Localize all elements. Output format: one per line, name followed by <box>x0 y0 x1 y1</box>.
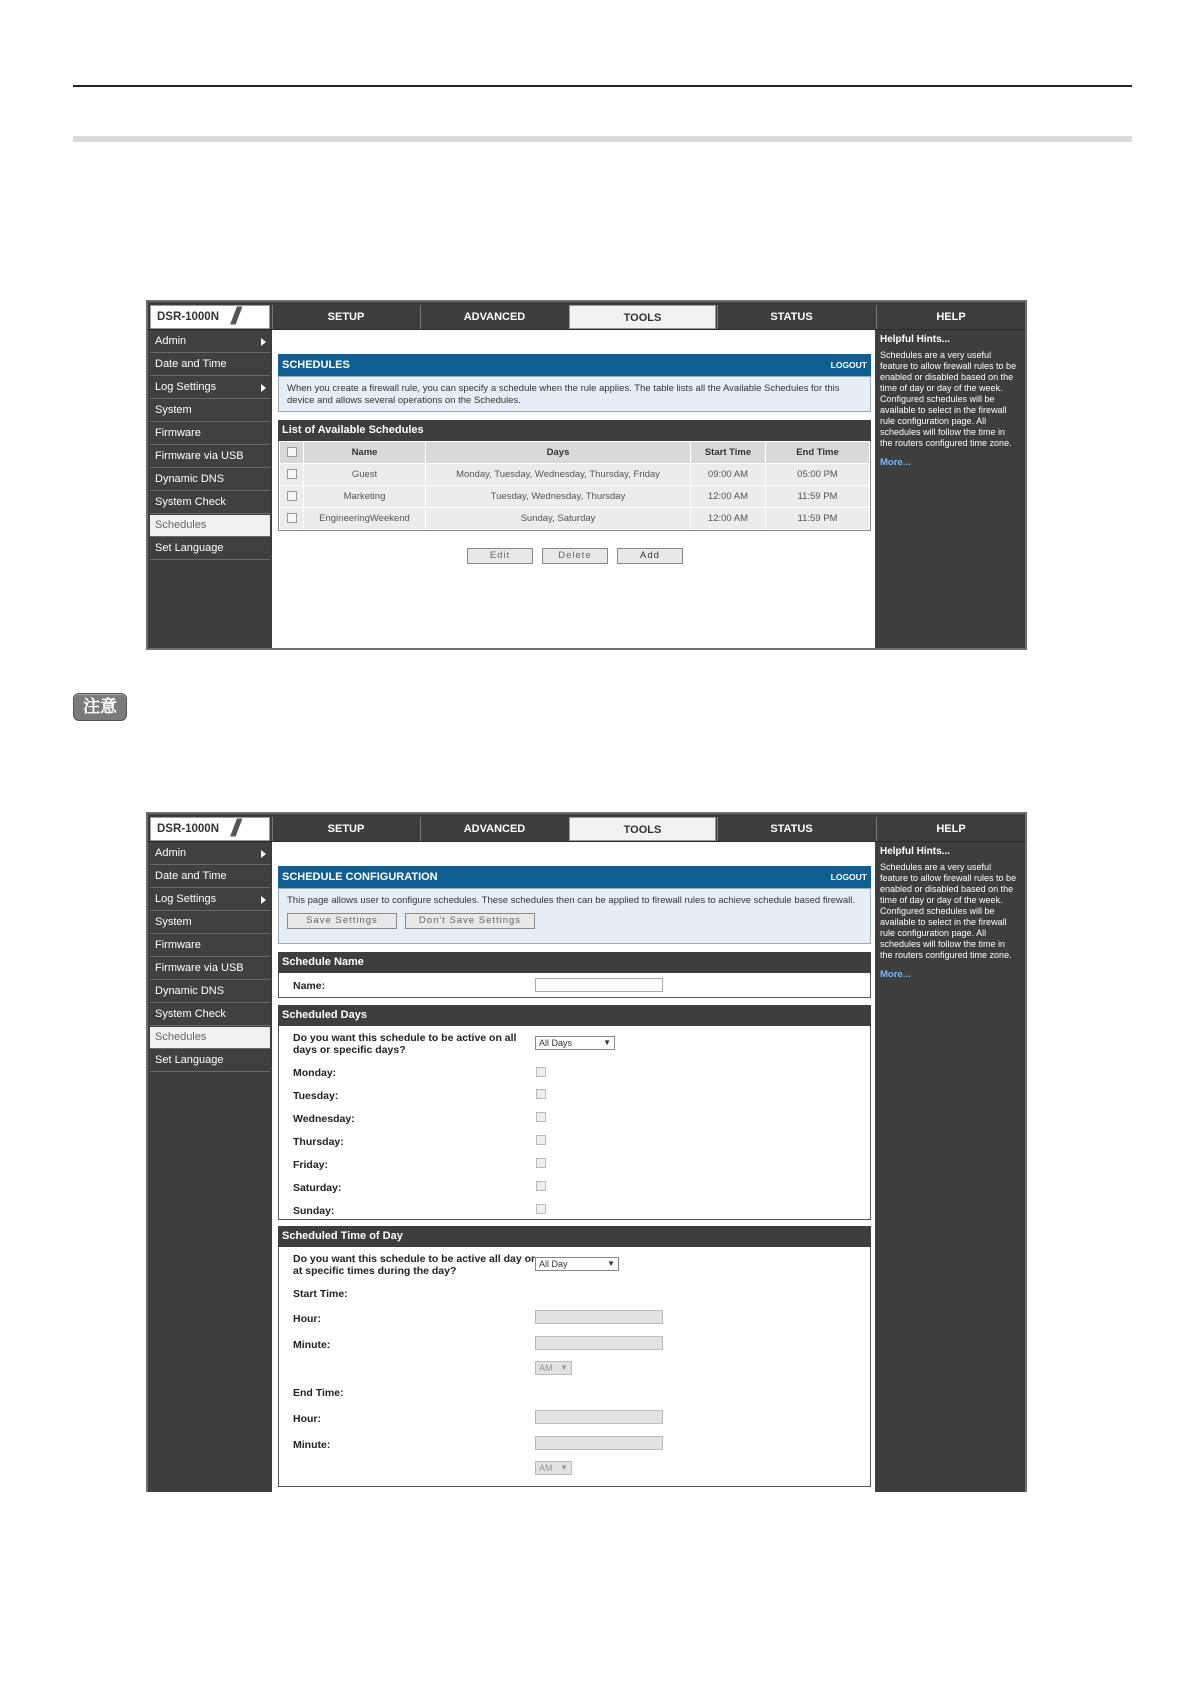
dropdown-arrow-icon: ▼ <box>560 1463 568 1472</box>
chevron-right-icon <box>261 338 266 346</box>
tab-tools[interactable]: TOOLS <box>569 305 716 329</box>
sidebar-item-firmware-usb[interactable]: Firmware via USB <box>150 446 270 468</box>
days-question: Do you want this schedule to be active on all days or specific days? <box>293 1032 517 1056</box>
help-body: Schedules are a very useful feature to allow firewall rules to be enabled or disabled based on the time of day or day of the week. Configured schedules will be available to select in the firewall rule configuration page. All schedules will follow the time in the routers configured time zone. <box>880 862 1017 960</box>
sidebar-item-firmware[interactable]: Firmware <box>150 423 270 445</box>
end-minute-input[interactable] <box>535 1436 663 1450</box>
dropdown-arrow-icon: ▼ <box>603 1038 611 1047</box>
top-nav <box>148 814 1025 842</box>
column-header: Days <box>426 442 691 464</box>
help-title: Helpful Hints... <box>880 334 950 345</box>
sidebar-item-system[interactable]: System <box>150 400 270 422</box>
time-question: Do you want this schedule to be active all day or at specific times during the day? <box>293 1253 536 1277</box>
help-panel <box>875 842 1025 1492</box>
sidebar-item-log-settings[interactable]: Log Settings <box>150 377 270 399</box>
sidebar-item-date-time[interactable]: Date and Time <box>150 354 270 376</box>
chevron-right-icon <box>261 384 266 392</box>
dropdown-arrow-icon: ▼ <box>560 1363 568 1372</box>
help-panel <box>875 330 1025 648</box>
help-more-link[interactable]: More... <box>880 457 911 468</box>
end-time-label: End Time: <box>293 1387 344 1399</box>
tuesday-checkbox[interactable] <box>536 1089 546 1099</box>
edit-button[interactable]: Edit <box>467 548 533 564</box>
section-title: Scheduled Time of Day <box>278 1226 871 1247</box>
start-hour-label: Hour: <box>293 1313 321 1325</box>
list-title: List of Available Schedules <box>278 420 871 441</box>
product-logo: DSR-1000N // <box>150 817 270 841</box>
table-row[interactable]: EngineeringWeekend Sunday, Saturday 12:00 AM 11:59 PM <box>280 508 870 530</box>
sidebar-item-system-check[interactable]: System Check <box>150 1004 270 1026</box>
top-nav <box>148 302 1025 330</box>
tab-advanced[interactable]: ADVANCED <box>420 305 568 329</box>
start-ampm-select[interactable]: AM ▼ <box>535 1361 572 1375</box>
column-header: Name <box>304 442 426 464</box>
dropdown-arrow-icon: ▼ <box>607 1259 615 1268</box>
day-label: Sunday: <box>293 1205 335 1217</box>
day-label: Wednesday: <box>293 1113 355 1125</box>
day-label: Tuesday: <box>293 1090 339 1102</box>
delete-button[interactable]: Delete <box>542 548 608 564</box>
sidebar-item-set-language[interactable]: Set Language <box>150 1050 270 1072</box>
column-header: End Time <box>766 442 870 464</box>
start-minute-label: Minute: <box>293 1339 331 1351</box>
top-rule <box>73 85 1132 87</box>
main-content <box>272 330 875 648</box>
tab-help[interactable]: HELP <box>876 305 1025 329</box>
table-row[interactable]: Guest Monday, Tuesday, Wednesday, Thursday, Friday 09:00 AM 05:00 PM <box>280 464 870 486</box>
product-logo: DSR-1000N // <box>150 305 270 329</box>
sidebar-item-admin[interactable]: Admin <box>150 843 270 865</box>
chevron-right-icon <box>261 850 266 858</box>
sidebar-item-system-check[interactable]: System Check <box>150 492 270 514</box>
scheduled-time-section <box>278 1226 871 1487</box>
start-hour-input[interactable] <box>535 1310 663 1324</box>
logout-link[interactable]: LOGOUT <box>830 360 867 370</box>
page-description: When you create a firewall rule, you can specify a schedule when the rule applies. The table lists all the Available Schedules for this device and allows several operations on the Schedules. <box>278 376 871 412</box>
sidebar-item-admin[interactable]: Admin <box>150 331 270 353</box>
page-description: This page allows user to configure schedules. These schedules then can be applied to firewall rules to achieve schedule based firewall. <box>287 895 856 906</box>
tab-advanced[interactable]: ADVANCED <box>420 817 568 841</box>
sidebar-item-firmware[interactable]: Firmware <box>150 935 270 957</box>
page-title: SCHEDULE CONFIGURATION <box>282 871 438 883</box>
sidebar-item-dynamic-dns[interactable]: Dynamic DNS <box>150 981 270 1003</box>
time-select[interactable]: All Day ▼ <box>535 1257 619 1271</box>
sidebar-item-set-language[interactable]: Set Language <box>150 538 270 560</box>
note-badge: 注意 <box>73 693 127 721</box>
add-button[interactable]: Add <box>617 548 683 564</box>
end-hour-input[interactable] <box>535 1410 663 1424</box>
thursday-checkbox[interactable] <box>536 1135 546 1145</box>
end-ampm-select[interactable]: AM ▼ <box>535 1461 572 1475</box>
day-label: Saturday: <box>293 1182 342 1194</box>
main-content <box>272 842 875 1492</box>
help-body: Schedules are a very useful feature to allow firewall rules to be enabled or disabled based on the time of day or day of the week. Configured schedules will be available to select in the firewall rule configuration page. All schedules will follow the time in the routers configured time zone. <box>880 350 1017 448</box>
monday-checkbox[interactable] <box>536 1067 546 1077</box>
help-more-link[interactable]: More... <box>880 969 911 980</box>
sidebar <box>148 842 272 1492</box>
section-title: Schedule Name <box>278 952 871 973</box>
tab-setup[interactable]: SETUP <box>272 817 419 841</box>
sidebar-item-dynamic-dns[interactable]: Dynamic DNS <box>150 469 270 491</box>
schedule-name-section <box>278 952 871 998</box>
sidebar-item-schedules[interactable]: Schedules <box>150 1027 270 1049</box>
save-settings-button[interactable]: Save Settings <box>287 913 397 929</box>
start-minute-input[interactable] <box>535 1336 663 1350</box>
section-title: Scheduled Days <box>278 1005 871 1026</box>
day-label: Monday: <box>293 1067 337 1079</box>
friday-checkbox[interactable] <box>536 1158 546 1168</box>
tab-status[interactable]: STATUS <box>717 817 865 841</box>
row-checkbox[interactable] <box>287 491 297 501</box>
help-title: Helpful Hints... <box>880 846 950 857</box>
tab-status[interactable]: STATUS <box>717 305 865 329</box>
page-title: SCHEDULES <box>282 359 350 371</box>
saturday-checkbox[interactable] <box>536 1181 546 1191</box>
sidebar-item-log-settings[interactable]: Log Settings <box>150 889 270 911</box>
scheduled-days-section <box>278 1005 871 1220</box>
sidebar-item-schedules[interactable]: Schedules <box>150 515 270 537</box>
schedules-list <box>278 420 871 531</box>
sidebar-item-system[interactable]: System <box>150 912 270 934</box>
table-row[interactable]: Marketing Tuesday, Wednesday, Thursday 12:00 AM 11:59 PM <box>280 486 870 508</box>
tab-tools[interactable]: TOOLS <box>569 817 716 841</box>
wednesday-checkbox[interactable] <box>536 1112 546 1122</box>
day-label: Thursday: <box>293 1136 344 1148</box>
chevron-right-icon <box>261 896 266 904</box>
end-hour-label: Hour: <box>293 1413 321 1425</box>
end-minute-label: Minute: <box>293 1439 331 1451</box>
row-checkbox[interactable] <box>287 513 297 523</box>
sidebar <box>148 330 272 648</box>
dont-save-settings-button[interactable]: Don't Save Settings <box>405 913 535 929</box>
row-checkbox[interactable] <box>287 469 297 479</box>
tab-setup[interactable]: SETUP <box>272 305 419 329</box>
start-time-label: Start Time: <box>293 1288 348 1300</box>
select-all-checkbox[interactable] <box>287 447 297 457</box>
days-select[interactable]: All Days ▼ <box>535 1036 615 1050</box>
logout-link[interactable]: LOGOUT <box>830 872 867 882</box>
name-label: Name: <box>293 980 326 992</box>
column-header: Start Time <box>691 442 766 464</box>
sidebar-item-firmware-usb[interactable]: Firmware via USB <box>150 958 270 980</box>
schedules-screenshot <box>146 300 1027 650</box>
day-label: Friday: <box>293 1159 329 1171</box>
tab-help[interactable]: HELP <box>876 817 1025 841</box>
config-header <box>278 866 871 944</box>
schedule-name-input[interactable] <box>535 978 663 992</box>
section-divider <box>73 136 1132 142</box>
schedules-header <box>278 354 871 412</box>
sidebar-item-date-time[interactable]: Date and Time <box>150 866 270 888</box>
schedules-table <box>279 441 870 530</box>
sunday-checkbox[interactable] <box>536 1204 546 1214</box>
schedule-config-screenshot <box>146 812 1027 1492</box>
